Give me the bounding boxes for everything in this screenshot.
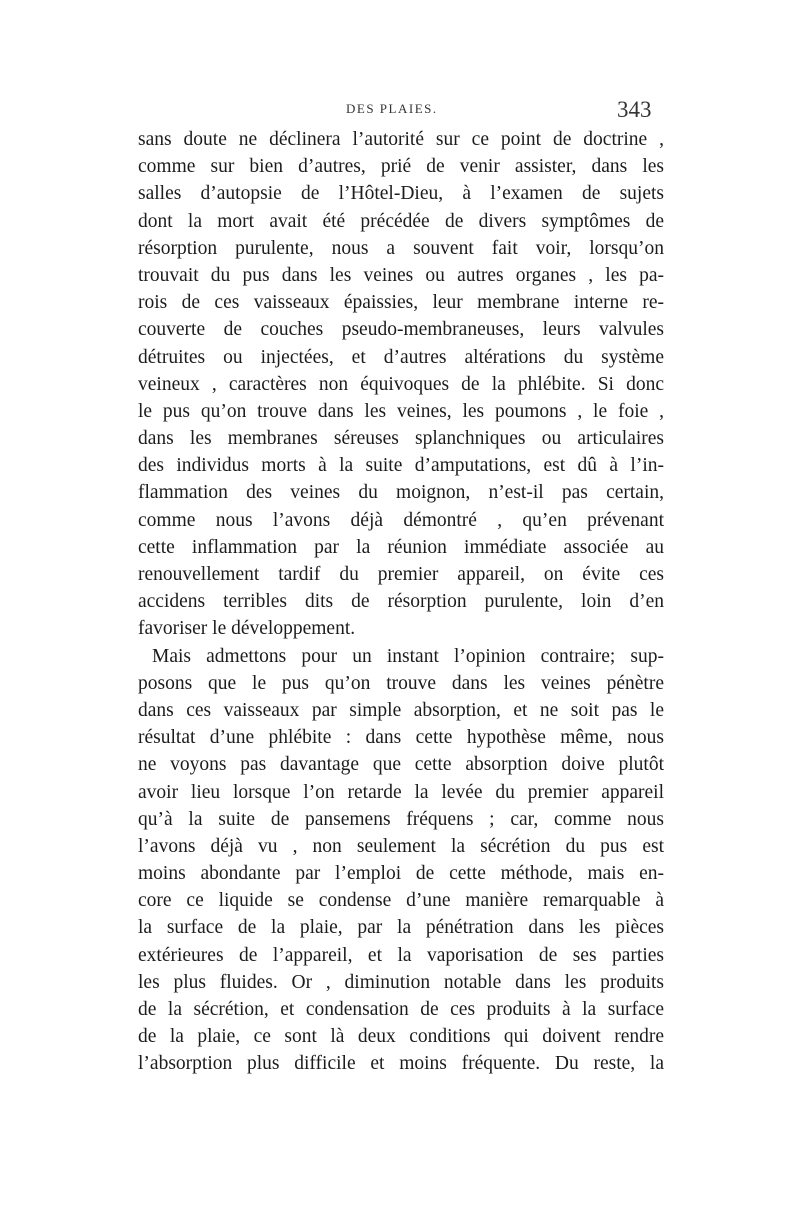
text-line: veineux , caractères non équivoques de la phlébite. Si donc	[138, 373, 664, 395]
text-line: résultat d’une phlébite : dans cette hypothèse même, nous	[138, 727, 664, 749]
text-line: trouvait du pus dans les veines ou autres organes , les pa-	[138, 264, 664, 286]
text-line: core ce liquide se condense d’une manière remarquable à	[138, 890, 664, 912]
text-line: flammation des veines du moignon, n’est-il pas certain,	[138, 482, 664, 504]
text-line: renouvellement tardif du premier appareil, on évite ces	[138, 564, 664, 585]
text-line: sans doute ne déclinera l’autorité sur ce point de doctrine ,	[138, 129, 664, 150]
text-line: la surface de la plaie, par la pénétration dans les pièces	[138, 917, 664, 939]
text-line: avoir lieu lorsque l’on retarde la levée du premier appareil	[138, 781, 664, 803]
text-line: de la plaie, ce sont là deux conditions qui doivent rendre	[138, 1026, 664, 1048]
text-line: l’absorption plus difficile et moins fréquente. Du reste, la	[138, 1053, 664, 1075]
text-line: l’avons déjà vu , non seulement la sécrétion du pus est	[138, 835, 664, 857]
text-line: Mais admettons pour un instant l’opinion contraire; sup-	[152, 645, 664, 667]
text-line: dont la mort avait été précédée de divers symptômes de	[138, 210, 664, 232]
text-line: salles d’autopsie de l’Hôtel-Dieu, à l’examen de sujets	[138, 183, 664, 205]
paragraph-1	[138, 126, 664, 643]
text-line: couverte de couches pseudo-membraneuses, leurs valvules	[138, 319, 664, 341]
text-line: posons que le pus qu’on trouve dans les veines pénètre	[138, 672, 664, 694]
text-line: moins abondante par l’emploi de cette méthode, mais en-	[138, 863, 664, 885]
text-line: dans les membranes séreuses splanchniques ou articulaires	[138, 428, 664, 450]
text-line: le pus qu’on trouve dans les veines, les poumons , le foie ,	[138, 400, 664, 422]
text-line: de la sécrétion, et condensation de ces produits à la surface	[138, 999, 664, 1020]
text-line: rois de ces vaisseaux épaissies, leur membrane interne re-	[138, 292, 664, 314]
text-line: dans ces vaisseaux par simple absorption, et ne soit pas le	[138, 699, 664, 721]
running-title: DES PLAIES.	[346, 101, 438, 116]
text-line: des individus morts à la suite d’amputations, est dû à l’in-	[138, 455, 664, 477]
running-header	[0, 97, 800, 127]
text-line: résorption purulente, nous a souvent fait voir, lorsqu’on	[138, 237, 664, 259]
text-line: les plus fluides. Or , diminution notable dans les produits	[138, 971, 664, 993]
body-text	[138, 126, 664, 1078]
text-line: comme nous l’avons déjà démontré , qu’en prévenant	[138, 509, 664, 531]
text-line: accidens terribles dits de résorption purulente, loin d’en	[138, 591, 664, 613]
text-line: comme sur bien d’autres, prié de venir assister, dans les	[138, 156, 664, 178]
text-line: extérieures de l’appareil, et la vaporisation de ses parties	[138, 944, 664, 966]
text-line: qu’à la suite de pansemens fréquens ; car, comme nous	[138, 808, 664, 830]
page-number: 343	[617, 97, 652, 122]
text-line: favoriser le développement.	[138, 618, 356, 640]
text-line: détruites ou injectées, et d’autres altérations du système	[138, 346, 664, 368]
text-line: cette inflammation par la réunion immédiate associée au	[138, 536, 664, 558]
paragraph-2	[138, 643, 664, 1078]
text-line: ne voyons pas davantage que cette absorption doive plutôt	[138, 754, 664, 776]
